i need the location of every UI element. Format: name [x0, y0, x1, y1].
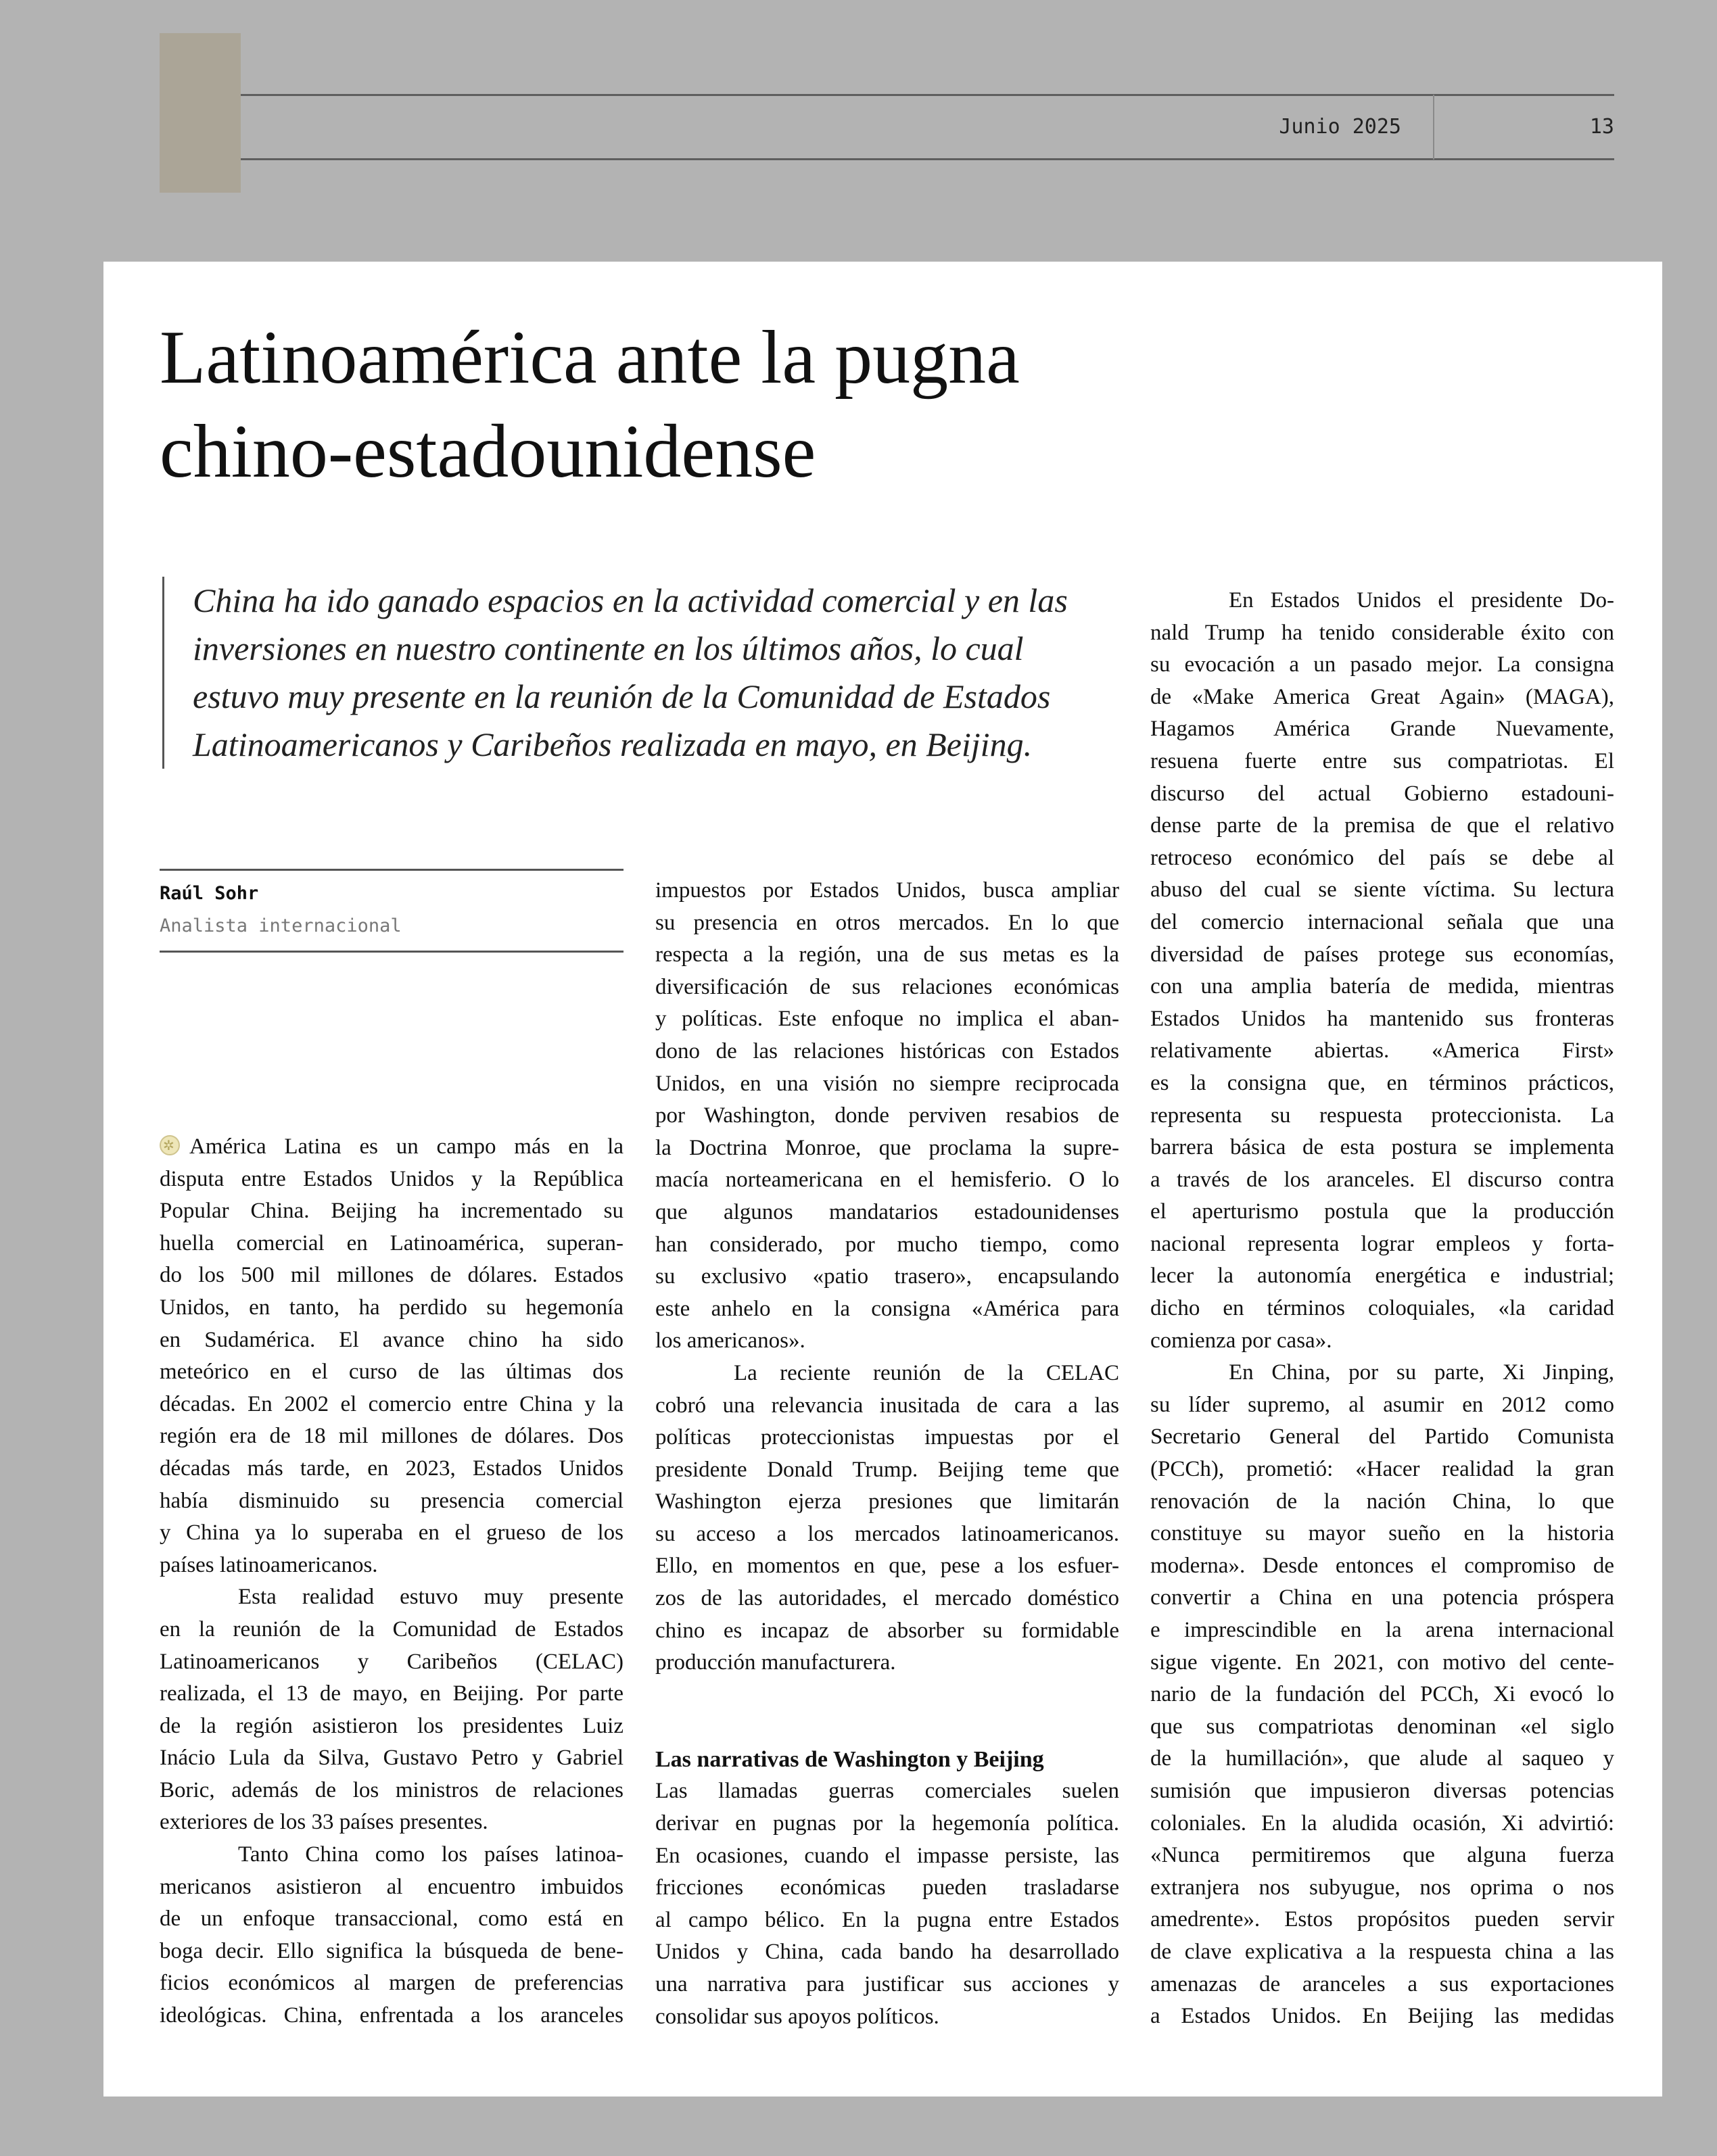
text-line	[160, 1678, 624, 1710]
text-line	[655, 1872, 1119, 1905]
text-line-content: e imprescindible en la arena internacional	[1150, 1618, 1614, 1642]
text-line-content: realizada, el 13 de mayo, en Beijing. Por parte	[160, 1681, 624, 1706]
text-line-content: Hagamos América Grande Nuevamente,	[1150, 717, 1614, 742]
text-line-content: huella comercial en Latinoamérica, superan-	[160, 1230, 624, 1255]
text-line-content: resuena fuerte entre sus compatriotas. El	[1150, 748, 1614, 773]
text-line-content: discurso del actual Gobierno estadouni-	[1150, 781, 1614, 806]
text-line	[1150, 1711, 1614, 1744]
text-line-content: nacional representa lograr empleos y forta-	[1150, 1231, 1614, 1256]
text-line	[160, 1195, 624, 1228]
text-line	[1150, 778, 1614, 811]
text-line	[1150, 1614, 1614, 1647]
text-line	[1150, 1196, 1614, 1228]
paragraph	[655, 875, 1119, 1358]
text-line	[655, 1390, 1119, 1422]
text-line	[1150, 1808, 1614, 1840]
text-line	[1150, 1260, 1614, 1293]
text-line	[655, 1358, 1119, 1390]
header-top-rule	[241, 94, 1614, 96]
author-role: Analista internacional	[160, 915, 402, 936]
text-line-content: diversificación de sus relaciones económicas	[655, 974, 1119, 999]
text-line	[1150, 842, 1614, 875]
text-line	[655, 1229, 1119, 1262]
page-number: 13	[1589, 115, 1614, 139]
text-line-content: retroceso económico del país se debe al	[1150, 845, 1614, 870]
text-line	[655, 1936, 1119, 1969]
text-line-content: relativamente abiertas. «America First»	[1150, 1038, 1614, 1063]
text-line-content: (PCCh), prometió: «Hacer realidad la gran	[1150, 1457, 1614, 1482]
paragraph	[655, 1775, 1119, 2033]
text-line-content: constituye su mayor sueño en la historia	[1150, 1521, 1614, 1546]
text-line-content: Unidos y China, cada bando ha desarrollado	[655, 1940, 1119, 1965]
text-line	[160, 1775, 624, 1807]
text-line	[160, 2000, 624, 2032]
text-line	[655, 1840, 1119, 1873]
issue-date: Junio 2025	[1279, 115, 1401, 139]
author-name: Raúl Sohr	[160, 883, 259, 904]
text-line-content: décadas. En 2002 el comercio entre China y la	[160, 1391, 624, 1416]
text-line	[160, 1131, 624, 1164]
text-line	[655, 1486, 1119, 1518]
text-line	[655, 1615, 1119, 1648]
text-line-content: diversidad de países protege sus economías,	[1150, 942, 1614, 967]
text-line	[160, 1356, 624, 1389]
text-line-content: sumisión que impusieron diversas potencias	[1150, 1778, 1614, 1803]
title-line: chino-estadounidense	[160, 410, 816, 494]
text-line-content: renovación de la nación China, lo que	[1150, 1489, 1614, 1514]
text-line	[160, 1550, 624, 1582]
paragraph	[160, 1131, 624, 1581]
text-line-content: producción manufacturera.	[655, 1650, 896, 1675]
text-line-content: su líder supremo, al asumir en 2012 como	[1150, 1392, 1614, 1417]
header-bottom-rule	[241, 158, 1614, 160]
text-line	[160, 1936, 624, 1968]
text-line	[1150, 971, 1614, 1003]
text-line-content: de «Make America Great Again» (MAGA),	[1150, 684, 1614, 709]
text-line-content: décadas más tarde, en 2023, Estados Unidos	[160, 1456, 624, 1481]
article-lead	[162, 577, 1153, 769]
text-line-content: presidente Donald Trump. Beijing teme que	[655, 1457, 1119, 1482]
text-line-content: chino es incapaz de absorber su formidable	[655, 1618, 1119, 1643]
text-line-content: y China ya lo superaba en el grueso de los	[160, 1520, 624, 1546]
text-line	[1150, 907, 1614, 939]
text-line-content: y políticas. Este enfoque no implica el aban-	[655, 1007, 1119, 1032]
text-line	[1150, 1454, 1614, 1486]
text-line	[655, 1293, 1119, 1326]
text-line-content: macía norteamericana en el hemisferio. O lo	[655, 1168, 1119, 1193]
text-line	[1150, 874, 1614, 907]
text-line	[1150, 617, 1614, 650]
text-line	[1150, 1969, 1614, 2001]
text-line	[1150, 1582, 1614, 1614]
text-line-content: representa su respuesta proteccionista. La	[1150, 1103, 1614, 1128]
text-line	[1150, 1068, 1614, 1100]
text-line	[160, 1260, 624, 1292]
text-line	[160, 1871, 624, 1904]
text-line	[655, 1197, 1119, 1229]
text-line	[160, 1389, 624, 1421]
text-line-content: a Estados Unidos. En Beijing las medidas	[1150, 2004, 1614, 2029]
text-line	[655, 972, 1119, 1004]
paragraph	[655, 1358, 1119, 1679]
text-line-content: Las llamadas guerras comerciales suelen	[655, 1779, 1119, 1804]
text-line	[1150, 939, 1614, 972]
text-line-content: los americanos».	[655, 1328, 805, 1354]
text-line-content: fricciones económicas pueden trasladarse	[655, 1875, 1119, 1900]
text-line-content: Ello, en momentos en que, pese a los esfuer-	[655, 1554, 1119, 1579]
text-line	[160, 1292, 624, 1324]
text-line	[1150, 1743, 1614, 1775]
text-line-content: el aperturismo postula que la producción	[1150, 1199, 1614, 1224]
text-line	[655, 1100, 1119, 1132]
text-line	[1150, 681, 1614, 714]
text-line-content: Washington ejerza presiones que limitarán	[655, 1489, 1119, 1514]
text-line	[1150, 1228, 1614, 1261]
text-line-content: Popular China. Beijing ha incrementado su	[160, 1199, 624, 1224]
text-line	[655, 1808, 1119, 1840]
text-line-content: convertir a China en una potencia próspera	[1150, 1585, 1614, 1610]
text-line-content: la Doctrina Monroe, que proclama la supre-	[655, 1135, 1119, 1160]
text-line-content: Secretario General del Partido Comunista	[1150, 1424, 1614, 1450]
header-divider	[1433, 95, 1434, 160]
text-line-content: a través de los aranceles. El discurso contra	[1150, 1167, 1614, 1192]
text-line	[655, 1647, 1119, 1679]
text-line-content: sigue vigente. En 2021, con motivo del cente-	[1150, 1650, 1614, 1675]
text-line-content: cobró una relevancia inusitada de cara a las	[655, 1393, 1119, 1418]
text-line-content: Latinoamericanos y Caribeños (CELAC)	[160, 1649, 624, 1674]
text-line	[1150, 1389, 1614, 1422]
text-line-content: amenazas de aranceles a sus exportaciones	[1150, 1971, 1614, 1996]
text-line-content: mericanos asistieron al encuentro imbuidos	[160, 1874, 624, 1899]
text-line-content: meteórico en el curso de las últimas dos	[160, 1360, 624, 1385]
text-line-content: zos de las autoridades, el mercado doméstico	[655, 1586, 1119, 1611]
text-line-content: En Estados Unidos el presidente Do-	[1229, 588, 1614, 613]
lead-line: inversiones en nuestro continente en los últimos años, lo cual	[193, 629, 1024, 667]
text-line-content: moderna». Desde entonces el compromiso de	[1150, 1553, 1614, 1578]
text-line	[655, 875, 1119, 907]
text-line-content: en Sudamérica. El avance chino ha sido	[160, 1327, 624, 1352]
text-line	[1150, 1100, 1614, 1132]
text-line	[1150, 1357, 1614, 1389]
text-line	[160, 1646, 624, 1679]
title-line: Latinoamérica ante la pugna	[160, 316, 1020, 400]
text-line	[160, 1324, 624, 1357]
text-line-content: La reciente reunión de la CELAC	[734, 1360, 1119, 1385]
text-line	[655, 2001, 1119, 2034]
text-line	[655, 1261, 1119, 1293]
text-line	[655, 1550, 1119, 1583]
author-block	[160, 869, 624, 953]
text-line	[160, 1967, 624, 2000]
text-line-content: nario de la fundación del PCCh, Xi evocó lo	[1150, 1682, 1614, 1707]
text-line-content: disputa entre Estados Unidos y la República	[160, 1166, 624, 1191]
text-line-content: consolidar sus apoyos políticos.	[655, 2004, 939, 2029]
text-line-content: Estados Unidos ha mantenido sus fronteras	[1150, 1006, 1614, 1031]
text-line-content: Esta realidad estuvo muy presente	[238, 1585, 624, 1610]
text-line-content: Tanto China como los países latinoa-	[238, 1842, 624, 1867]
text-line-content: derivar en pugnas por la hegemonía política.	[655, 1811, 1119, 1836]
text-line	[655, 1775, 1119, 1808]
text-line	[655, 1036, 1119, 1068]
text-line-content: de la humillación», que alude al saqueo y	[1150, 1746, 1614, 1771]
text-line	[655, 907, 1119, 940]
text-line	[1150, 1775, 1614, 1808]
text-line	[160, 1453, 624, 1485]
text-line-content: En China, por su parte, Xi Jinping,	[1229, 1360, 1614, 1385]
text-line-content: ficios económicos al margen de preferencias	[160, 1971, 624, 1996]
text-line	[160, 1710, 624, 1743]
text-line-content: de la región asistieron los presidentes Luiz	[160, 1713, 624, 1738]
text-line-content: nald Trump ha tenido considerable éxito con	[1150, 620, 1614, 645]
text-line	[1150, 1132, 1614, 1164]
text-line	[1150, 1486, 1614, 1518]
text-line-content: Unidos, en tanto, ha perdido su hegemonía	[160, 1295, 624, 1320]
text-line	[655, 1068, 1119, 1101]
text-line-content: «Nunca permitiremos que alguna fuerza	[1150, 1843, 1614, 1868]
text-line-content: América Latina es un campo más en la	[189, 1134, 624, 1159]
section-tab-marker	[160, 33, 241, 193]
text-line	[1150, 1003, 1614, 1036]
text-line-content: boga decir. Ello significa la búsqueda de bene-	[160, 1938, 624, 1963]
text-line-content: dicho en términos coloquiales, «la caridad	[1150, 1296, 1614, 1321]
text-line-content: su exclusivo «patio trasero», encapsulando	[655, 1264, 1119, 1289]
text-line-content: Inácio Lula da Silva, Gustavo Petro y Gabriel	[160, 1746, 624, 1771]
text-line	[160, 1485, 624, 1518]
text-line	[655, 1132, 1119, 1165]
text-line	[1150, 1421, 1614, 1454]
text-line-content: barrera básica de esta postura se implementa	[1150, 1135, 1614, 1160]
text-line	[1150, 2001, 1614, 2033]
text-line-content: había disminuido su presencia comercial	[160, 1488, 624, 1513]
text-line	[1150, 585, 1614, 617]
text-line	[160, 1742, 624, 1775]
text-line	[655, 1164, 1119, 1197]
lead-line: Latinoamericanos y Caribeños realizada en mayo, en Beijing.	[193, 725, 1033, 763]
text-line	[1150, 1647, 1614, 1679]
text-line	[1150, 1679, 1614, 1711]
text-line	[1150, 1872, 1614, 1905]
text-line-content: abuso del cual se siente víctima. Su lectura	[1150, 878, 1614, 903]
text-line	[160, 1839, 624, 1871]
lead-line: estuvo muy presente en la reunión de la Comunidad de Estados	[193, 677, 1051, 715]
text-line-content: comienza por casa».	[1150, 1328, 1332, 1353]
text-line-content: en la reunión de la Comunidad de Estados	[160, 1616, 624, 1642]
text-line	[655, 1905, 1119, 1937]
text-line-content: dono de las relaciones históricas con Estados	[655, 1038, 1119, 1063]
text-line	[655, 1969, 1119, 2001]
text-line	[655, 939, 1119, 972]
text-line-content: este anhelo en la consigna «América para	[655, 1296, 1119, 1321]
text-line-content: de clave explicativa a la respuesta china a las	[1150, 1939, 1614, 1964]
text-line-content: En ocasiones, cuando el impasse persiste, las	[655, 1843, 1119, 1868]
paragraph	[1150, 585, 1614, 1357]
text-line	[1150, 1936, 1614, 1969]
text-line-content: coloniales. En la aludida ocasión, Xi advirtió:	[1150, 1811, 1614, 1836]
section-start-ornament-icon	[160, 1135, 180, 1155]
text-line	[1150, 1904, 1614, 1936]
text-line-content: del comercio internacional señala que una	[1150, 909, 1614, 934]
text-line	[655, 1325, 1119, 1358]
text-line	[1150, 1550, 1614, 1583]
text-line	[1150, 1035, 1614, 1068]
text-line	[1150, 649, 1614, 681]
article-title	[160, 311, 1020, 499]
paragraph	[160, 1839, 624, 2032]
paragraph	[160, 1581, 624, 1839]
text-line	[655, 1518, 1119, 1551]
text-line-content: países latinoamericanos.	[160, 1552, 378, 1577]
text-line	[1150, 1164, 1614, 1197]
text-line	[1150, 1518, 1614, 1550]
text-line	[1150, 746, 1614, 778]
text-line-content: Boric, además de los ministros de relaciones	[160, 1777, 624, 1802]
article-column-2	[655, 875, 1119, 2033]
text-line-content: es la consigna que, en términos prácticos,	[1150, 1070, 1614, 1095]
text-line	[655, 1422, 1119, 1454]
text-line	[160, 1164, 624, 1196]
text-line	[160, 1517, 624, 1550]
text-line-content: por Washington, donde perviven resabios de	[655, 1103, 1119, 1128]
text-line	[1150, 1325, 1614, 1358]
text-line-content: una narrativa para justificar sus acciones y	[655, 1972, 1119, 1996]
text-line	[1150, 1293, 1614, 1325]
text-line	[655, 1454, 1119, 1487]
text-line-content: amedrente». Estos propósitos pueden servir	[1150, 1907, 1614, 1932]
text-line	[1150, 810, 1614, 842]
text-line-content: dense parte de la premisa de que el relativo	[1150, 813, 1614, 838]
text-line-content: su evocación a un pasado mejor. La consigna	[1150, 652, 1614, 677]
text-line-content: do los 500 mil millones de dólares. Estados	[160, 1263, 624, 1288]
text-line-content: al campo bélico. En la pugna entre Estados	[655, 1907, 1119, 1932]
text-line	[160, 1420, 624, 1453]
text-line-content: Unidos, en una visión no siempre reciprocada	[655, 1071, 1119, 1096]
text-line-content: lecer la autonomía energética e industrial;	[1150, 1264, 1614, 1289]
text-line	[655, 1003, 1119, 1036]
section-heading: Las narrativas de Washington y Beijing	[655, 1746, 1044, 1772]
text-line	[160, 1806, 624, 1839]
text-line	[160, 1614, 624, 1646]
text-line-content: de un enfoque transaccional, como está en	[160, 1907, 624, 1932]
text-line	[160, 1903, 624, 1936]
text-line	[160, 1228, 624, 1260]
text-line-content: han considerado, por mucho tiempo, como	[655, 1232, 1119, 1257]
article-column-1	[160, 1131, 624, 2032]
text-line	[160, 1581, 624, 1614]
text-line-content: que sus compatriotas denominan «el siglo	[1150, 1714, 1614, 1739]
text-line	[1150, 713, 1614, 746]
text-line-content: región era de 18 mil millones de dólares. Dos	[160, 1424, 624, 1449]
text-line-content: impuestos por Estados Unidos, busca ampliar	[655, 878, 1119, 903]
text-line-content: su presencia en otros mercados. En lo que	[655, 910, 1119, 935]
text-line-content: respecta a la región, una de sus metas es la	[655, 942, 1119, 967]
text-line-content: su acceso a los mercados latinoamericanos.	[655, 1521, 1119, 1546]
article-column-3	[1150, 585, 1614, 2033]
text-line-content: que algunos mandatarios estadounidenses	[655, 1199, 1119, 1224]
text-line-content: extranjera nos subyugue, nos oprima o nos	[1150, 1875, 1614, 1900]
text-line	[655, 1583, 1119, 1615]
text-line	[1150, 1840, 1614, 1872]
text-line-content: ideológicas. China, enfrentada a los aranceles	[160, 2003, 624, 2028]
paragraph	[1150, 1357, 1614, 2032]
text-line-content: exteriores de los 33 países presentes.	[160, 1810, 488, 1835]
lead-line: China ha ido ganado espacios en la actividad comercial y en las	[193, 581, 1068, 619]
text-line-content: con una amplia batería de medida, mientras	[1150, 974, 1614, 999]
text-line-content: políticas proteccionistas impuestas por el	[655, 1425, 1119, 1450]
